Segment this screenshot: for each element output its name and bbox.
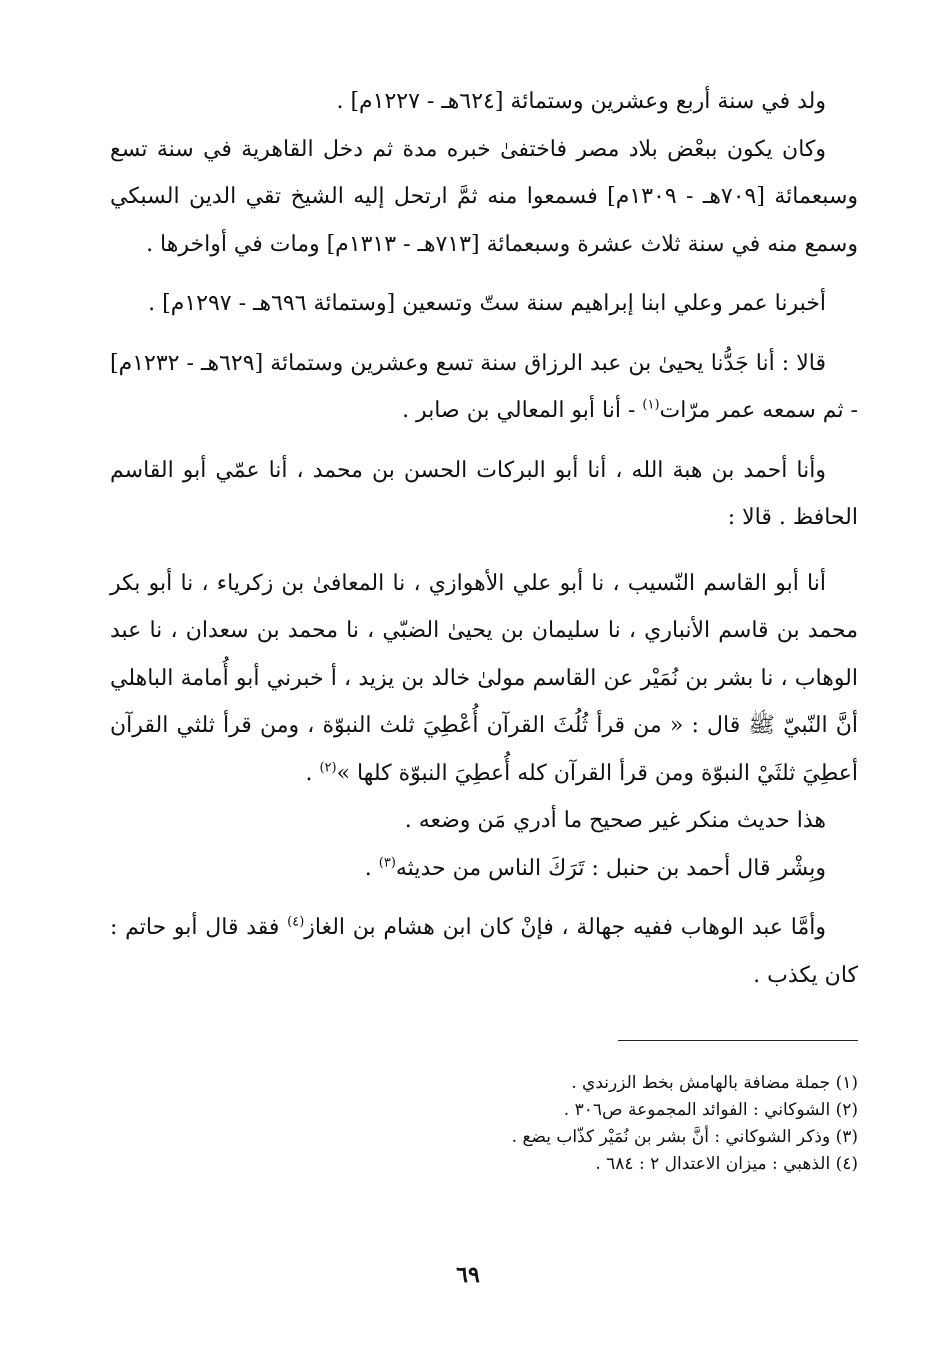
paragraph-text-cont: . <box>364 855 379 881</box>
paragraph-text: وأنا أحمد بن هبة الله ، أنا أبو البركات الحسن بن محمد ، أنا عمّي أبو القاسم الحافظ . قالا : <box>110 457 858 530</box>
paragraph-text: أنا أبو القاسم النّسيب ، نا أبو علي الأهوازي ، نا المعافىٰ بن زكرياء ، نا أبو بكر محمد بن قاسم الأنباري ، نا سليمان بن يحيىٰ الضبّي ، نا محمد بن سعدان ، نا عبد الوهاب ، نا بشر بن نُمَيْر عن القاسم مولىٰ خالد بن يزيد ، أ خبرني أبو أُمامة الباهلي أنَّ النّبيّ ﷺ قال : « من قرأ ثُلُثَ القرآن أُعْطِيَ ثلث النبوّة ، ومن قرأ ثلثي القرآن أعطِيَ ثلثَيْ النبوّة ومن قرأ القرآن كله أُعطِيَ النبوّة كلها » <box>110 570 858 786</box>
paragraph-text: هذا حديث منكر غير صحيح ما أدري مَن وضعه . <box>404 808 826 833</box>
paragraph-text-cont: . <box>305 760 320 786</box>
footnote-marker-1: (١) <box>642 397 660 413</box>
paragraph-hadith <box>110 560 858 798</box>
paragraph-text: وبِشْر قال أحمد بن حنبل : تَرَكَ الناس من حديثه <box>395 855 826 881</box>
paragraph-qala <box>110 340 858 435</box>
paragraph-birth <box>110 78 858 126</box>
footnote-marker-3: (٣) <box>378 855 396 871</box>
page-number: ٦٩ <box>456 1262 480 1288</box>
footnote-marker-4: (٤) <box>287 914 305 930</box>
paragraph-text-cont: - أنا أبو المعالي بن صابر . <box>402 398 643 423</box>
paragraph-travel <box>110 126 858 269</box>
footnote-separator <box>618 1040 858 1041</box>
paragraph-text: وأمَّا عبد الوهاب ففيه جهالة ، فإنْ كان ابن هشام بن الغاز <box>304 915 826 940</box>
footnote-4: (٤) الذهبي : ميزان الاعتدال ٢ : ٦٨٤ . <box>595 1154 858 1174</box>
paragraph-akhbarana <box>110 280 858 328</box>
footnote-marker-2: (٢) <box>319 760 337 776</box>
footnote-1: (١) جملة مضافة بالهامش بخط الزرندي . <box>571 1073 858 1093</box>
footnote-3: (٣) وذكر الشوكاني : أنَّ بشر بن نُمَيْر كذّاب يضع . <box>511 1127 858 1147</box>
paragraph-text: أخبرنا عمر وعلي ابنا إبراهيم سنة ستّ وتسعين [وستمائة ٦٩٦هـ - ١٢٩٧م] . <box>148 291 826 316</box>
paragraph-abdulwahhab <box>110 904 858 999</box>
paragraph-text-cont: فقد قال أبو حاتم : كان يكذب . <box>110 915 858 988</box>
footnote-2: (٢) الشوكاني : الفوائد المجموعة ص٣٠٦ . <box>563 1100 858 1120</box>
paragraph-text: ولد في سنة أربع وعشرين وستمائة [٦٢٤هـ - ١٢٢٧م] . <box>336 89 826 114</box>
paragraph-ahmad <box>110 447 858 542</box>
paragraph-munkar <box>110 797 858 845</box>
paragraph-text: وكان يكون ببعْض بلاد مصر فاختفىٰ خبره مدة ثم دخل القاهرية في سنة تسع وسبعمائة [٧٠٩هـ - ١٣٠٩م] فسمعوا منه ثمَّ ارتحل إليه الشيخ تقي الدين السبكي وسمع منه في سنة ثلاث عشرة وسبعمائة [٧١٣هـ - ١٣١٣م] ومات في أواخرها . <box>110 136 859 257</box>
footnotes <box>110 1070 858 1178</box>
main-text <box>110 78 858 999</box>
paragraph-bishr <box>110 845 858 893</box>
paragraph-text: قالا : أنا جَدُّنا يحيىٰ بن عبد الرزاق سنة تسع وعشرين وستمائة [٦٢٩هـ - ١٢٣٢م] - ثم سمعه عمر مرّات <box>110 350 858 423</box>
